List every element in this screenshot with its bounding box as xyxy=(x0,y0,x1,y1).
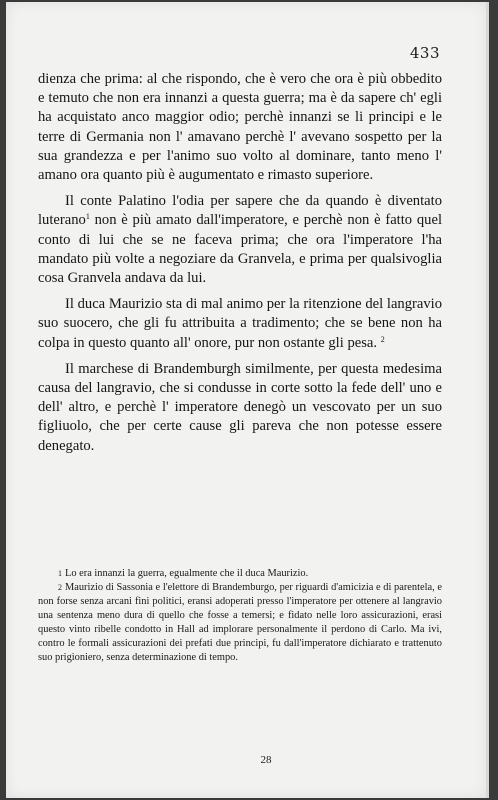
paragraph-text: dienza che prima: al che rispondo, che è vero che ora è più obbedito e temuto che non era innanzi a questa guerra; ma è da sapere ch' egli ha acquistato anco maggior odio; perchè innanzi se li principi e le terre di Germania non l' amavano perchè l' avevano sospetto per la sua grandezza e per l'animo suo volto al dominare, tanto meno l' amano ora quanto più è augumentato e rimasto superiore. xyxy=(38,71,442,184)
paragraph-text: non è più amato dall'imperatore, e perchè non è fatto quel conto di lui che se ne faceva prima; che ora l'imperatore l'ha mandato più volte a negoziare da Granvela, e prima per qualsivoglia cosa Granvela andava da lui. xyxy=(38,212,442,287)
paragraph xyxy=(38,295,442,353)
paragraph-text: Il marchese di Brandemburgh similmente, per questa medesima causa del langravio, che si condusse in corte sotto la fede dell' uno e dell' altro, e perchè l' imperatore denegò un vescovato per un suo figliuolo, che per certe cause gli pareva che non potesse essere denegato. xyxy=(38,360,442,454)
main-text xyxy=(38,70,442,456)
book-page xyxy=(6,2,489,798)
footnote xyxy=(38,581,442,665)
footnote-text: Maurizio di Sassonia e l'elettore di Brandemburgo, per riguardi d'amicizia e di parentela, e non forse senza arcani fini politici, eransi adoperati presso l'imperatore per ottenere al langravio una sentenza meno dura di quello che fosse a temersi; e fidato nelle loro assicurazioni, erasi questo vinto ribelle condotto in Hall ad implorare personalmente il perdono di Carlo. Ma ivi, contro le formali assicurazioni dei prefati due principi, fu dall'imperatore dichiarato e trattenuto suo prigioniero, senza determinazione di tempo. xyxy=(38,582,442,663)
paragraph xyxy=(38,360,442,456)
paragraph-text: Il duca Maurizio sta di mal animo per la ritenzione del langravio suo suocero, che gli fu attribuita a tradimento; che se bene non ha colpa in questo quanto all' onore, pur non ostante gli pesa. xyxy=(38,296,442,351)
footnote-mark: 1 xyxy=(58,569,62,578)
footnote-reference: 1 xyxy=(85,212,90,222)
paragraph xyxy=(38,70,442,185)
footnote-reference: 2 xyxy=(380,334,385,344)
signature-mark: 28 xyxy=(260,754,272,766)
page-number: 433 xyxy=(409,44,440,62)
paragraph xyxy=(38,192,442,288)
footnotes xyxy=(38,567,442,665)
footnote-text: Lo era innanzi la guerra, egualmente che il duca Maurizio. xyxy=(65,568,309,579)
paragraph-text: Il conte Palatino l'odia per sapere che da quando è diventato luterano xyxy=(38,193,442,229)
footnote xyxy=(38,567,442,581)
footnote-mark: 2 xyxy=(58,583,62,592)
